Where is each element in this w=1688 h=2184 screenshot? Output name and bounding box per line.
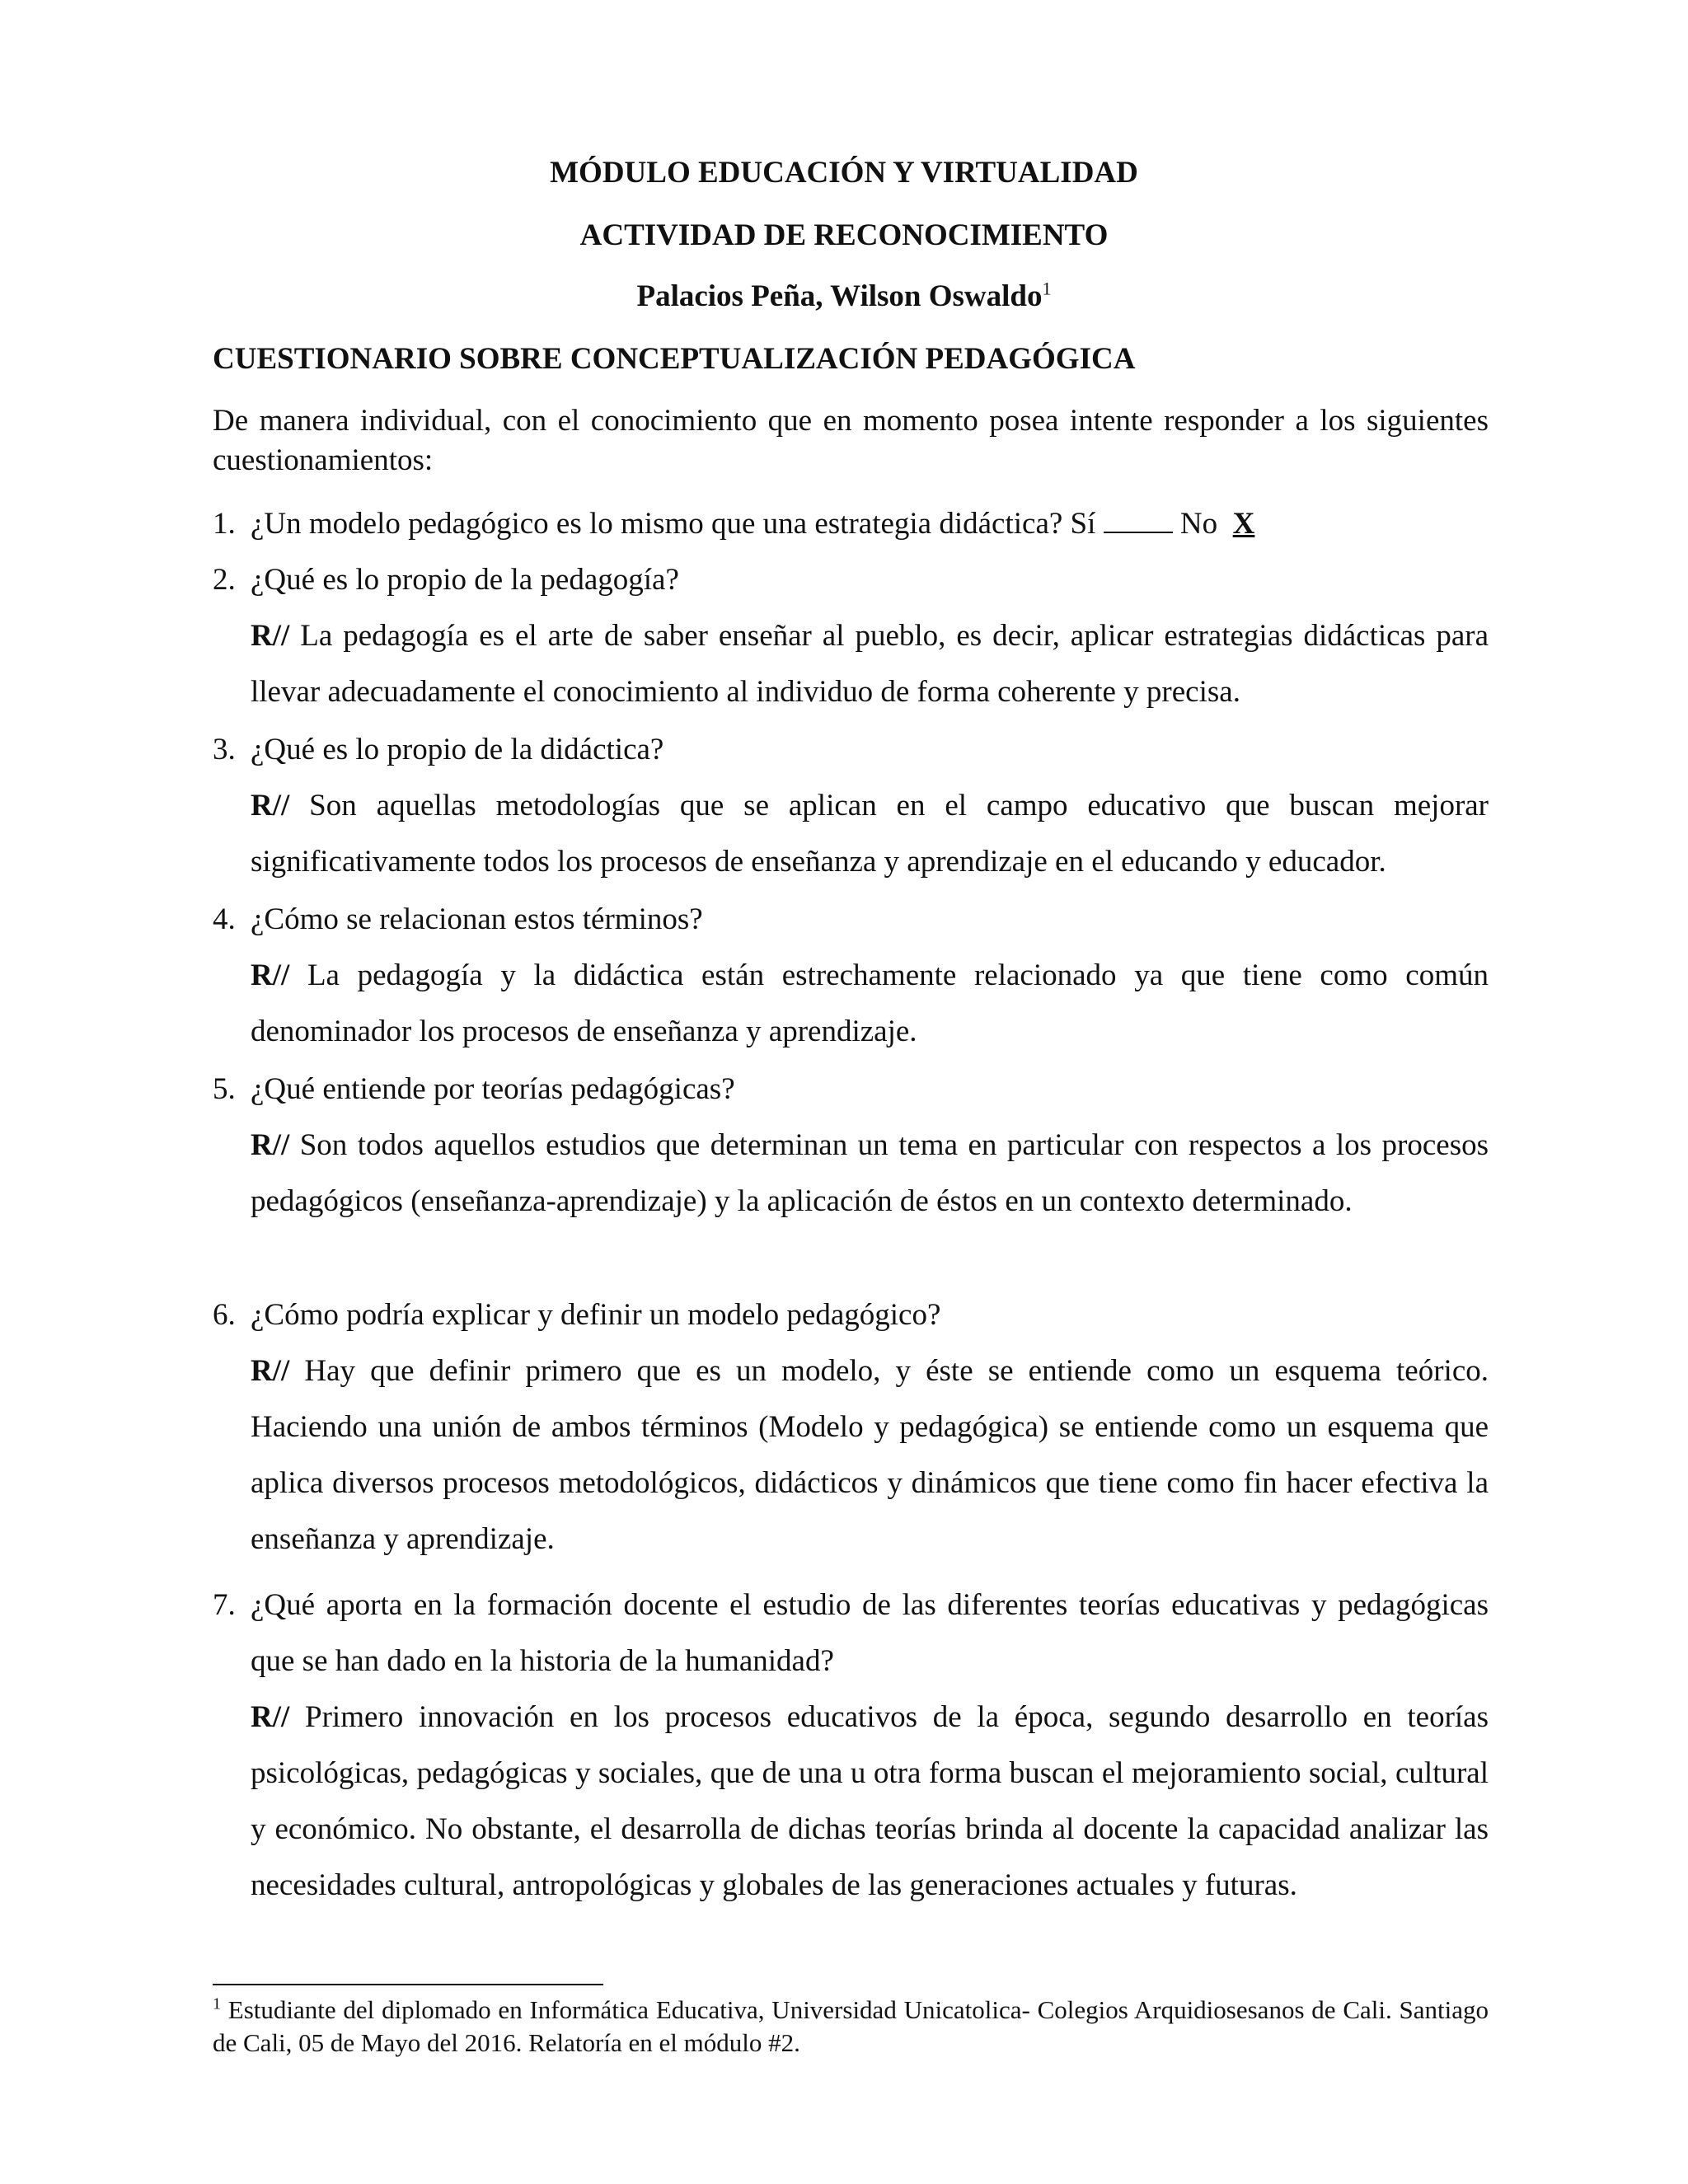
question-text: ¿Cómo se relacionan estos términos? bbox=[251, 902, 703, 936]
question-2 bbox=[213, 560, 679, 600]
question-1 bbox=[213, 504, 1254, 544]
footnote-separator bbox=[213, 1984, 603, 1985]
intro-paragraph: De manera individual, con el conocimiento que en momento posea intente responder a los siguientes cuestionamientos: bbox=[213, 404, 1489, 477]
question-number: 2. bbox=[213, 563, 236, 597]
section-heading: CUESTIONARIO SOBRE CONCEPTUALIZACIÓN PEDAGÓGICA bbox=[213, 342, 1136, 376]
answer-text: Primero innovación en los procesos educativos de la época, segundo desarrollo en teorías psicológicas, pedagógicas y sociales, que de una u otra forma buscan el mejoramiento social, cultural y económico. No obstante, el desarrolla de dichas teorías brinda al docente la capacidad analizar las necesidades cultural, antropológicas y globales de las generaciones actuales y futuras. bbox=[251, 1700, 1489, 1902]
answer-text: La pedagogía es el arte de saber enseñar al pueblo, es decir, aplicar estrategias didácticas para llevar adecuadamente el conocimiento al individuo de forma coherente y precisa. bbox=[251, 619, 1489, 709]
question-number: 4. bbox=[213, 902, 236, 936]
answer-prefix: R// bbox=[251, 1354, 290, 1388]
document-subtitle: ACTIVIDAD DE RECONOCIMIENTO bbox=[579, 218, 1109, 252]
question-number: 7. bbox=[213, 1588, 236, 1622]
question-text: ¿Un modelo pedagógico es lo mismo que una estrategia didáctica? Sí bbox=[251, 507, 1096, 541]
author-line bbox=[0, 277, 1688, 316]
footnote-text: Estudiante del diplomado en Informática Educativa, Universidad Unicatolica- Colegios Arquidiosesanos de Cali. Santiago de Cali, 05 de Mayo del 2016. Relatoría en el módulo #2. bbox=[213, 1995, 1489, 2057]
question-number: 3. bbox=[213, 733, 236, 766]
question-4 bbox=[213, 900, 703, 940]
answer-text: La pedagogía y la didáctica están estrechamente relacionado ya que tiene como común denominador los procesos de enseñanza y aprendizaje. bbox=[251, 958, 1489, 1048]
answer-prefix: R// bbox=[251, 789, 290, 823]
answer-7 bbox=[251, 1690, 1489, 1914]
answer-3 bbox=[251, 778, 1489, 890]
question-7 bbox=[213, 1577, 1489, 1690]
question-6 bbox=[213, 1296, 940, 1335]
answer-6 bbox=[251, 1343, 1489, 1568]
question-number: 6. bbox=[213, 1298, 236, 1332]
question-number: 5. bbox=[213, 1072, 236, 1106]
answer-prefix: R// bbox=[251, 1128, 290, 1162]
no-label: No bbox=[1179, 507, 1218, 541]
x-mark: X bbox=[1232, 507, 1255, 541]
answer-blank bbox=[1104, 507, 1173, 533]
question-text: ¿Qué entiende por teorías pedagógicas? bbox=[251, 1072, 735, 1106]
answer-text: Hay que definir primero que es un modelo, y éste se entiende como un esquema teórico. Haciendo una unión de ambos términos (Modelo y pedagógica) se entiende como un esquema que aplica diversos procesos metodológicos, didácticos y dinámicos que tiene como fin hacer efectiva la enseñanza y aprendizaje. bbox=[251, 1354, 1489, 1556]
answer-text: Son aquellas metodologías que se aplican en el campo educativo que buscan mejorar significativamente todos los procesos de enseñanza y aprendizaje en el educando y educador. bbox=[251, 789, 1489, 879]
answer-text: Son todos aquellos estudios que determinan un tema en particular con respectos a los procesos pedagógicos (enseñanza-aprendizaje) y la aplicación de éstos en un contexto determinado. bbox=[251, 1128, 1489, 1218]
question-text: ¿Cómo podría explicar y definir un modelo pedagógico? bbox=[251, 1298, 941, 1332]
footnote-mark: 1 bbox=[213, 1994, 221, 2013]
question-3 bbox=[213, 730, 663, 770]
question-text: ¿Qué aporta en la formación docente el estudio de las diferentes teorías educativas y pedagógicas que se han dado en la historia de la humanidad? bbox=[251, 1588, 1489, 1678]
answer-prefix: R// bbox=[251, 958, 290, 992]
question-5 bbox=[213, 1070, 735, 1109]
answer-prefix: R// bbox=[251, 619, 290, 653]
question-number: 1. bbox=[213, 507, 236, 541]
document-title: MÓDULO EDUCACIÓN Y VIRTUALIDAD bbox=[550, 156, 1138, 190]
answer-5 bbox=[251, 1118, 1489, 1230]
footnote bbox=[213, 1994, 1489, 2060]
answer-prefix: R// bbox=[251, 1700, 290, 1734]
question-text: ¿Qué es lo propio de la pedagogía? bbox=[251, 563, 679, 597]
author-name: Palacios Peña, Wilson Oswaldo bbox=[636, 279, 1043, 313]
author-footnote-mark: 1 bbox=[1042, 278, 1052, 299]
answer-2 bbox=[251, 608, 1489, 720]
question-text: ¿Qué es lo propio de la didáctica? bbox=[251, 733, 664, 766]
answer-4 bbox=[251, 948, 1489, 1060]
